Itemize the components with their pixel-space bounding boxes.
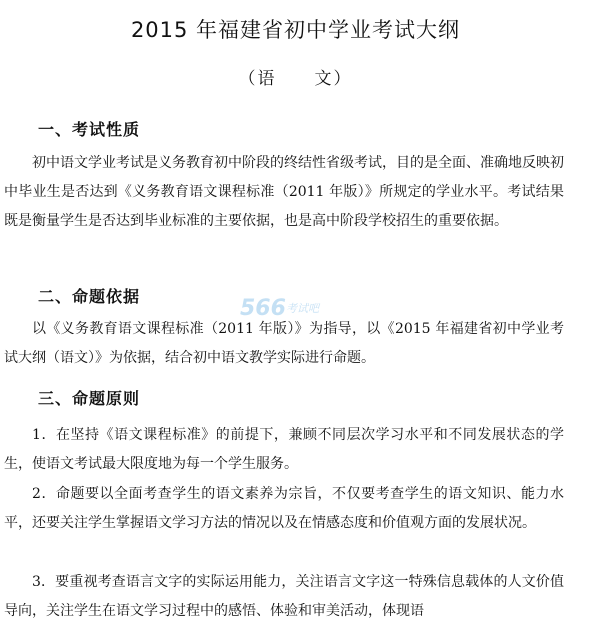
paragraph-principle-1: 1．在坚持《语文课程标准》的前提下，兼顾不同层次学习水平和不同发展状态的学生，使语文考试最大限度地为每一个学生服务。	[4, 427, 564, 472]
watermark-number: 566	[240, 296, 286, 321]
section-heading-basis: 二、命题依据	[38, 287, 141, 306]
document-subtitle: （语 文）	[238, 69, 353, 89]
section-heading-principles: 三、命题原则	[38, 389, 141, 408]
paragraph-principle-2: 2．命题要以全面考查学生的语文素养为宗旨，不仅要考查学生的语文知识、能力水平，还要关注学生掌握语文学习方法的情况以及在情感态度和价值观方面的发展状况。	[4, 486, 564, 531]
paragraph-principle-3: 3．要重视考查语言文字的实际运用能力，关注语言文字这一特殊信息载体的人文价值导向，关注学生在语文学习过程中的感悟、体验和审美活动，体现语	[4, 574, 564, 619]
watermark-text: 考试吧	[286, 302, 319, 315]
watermark-logo	[240, 296, 360, 326]
section-heading-nature: 一、考试性质	[38, 120, 141, 139]
paragraph-basis: 以《义务教育语文课程标准（2011 年版）》为指导，以《2015 年福建省初中学业考试大纲（语文）》为依据，结合初中语文教学实际进行命题。	[4, 321, 564, 366]
paragraph-exam-nature: 初中语文学业考试是义务教育初中阶段的终结性省级考试，目的是全面、准确地反映初中毕业生是否达到《义务教育语文课程标准（2011 年版）》所规定的学业水平。考试结果既是衡量学生是否达到毕业标准的主要依据，也是高中阶段学校招生的重要依据。	[4, 155, 564, 229]
document-title: 2015 年福建省初中学业考试大纲	[130, 18, 461, 42]
